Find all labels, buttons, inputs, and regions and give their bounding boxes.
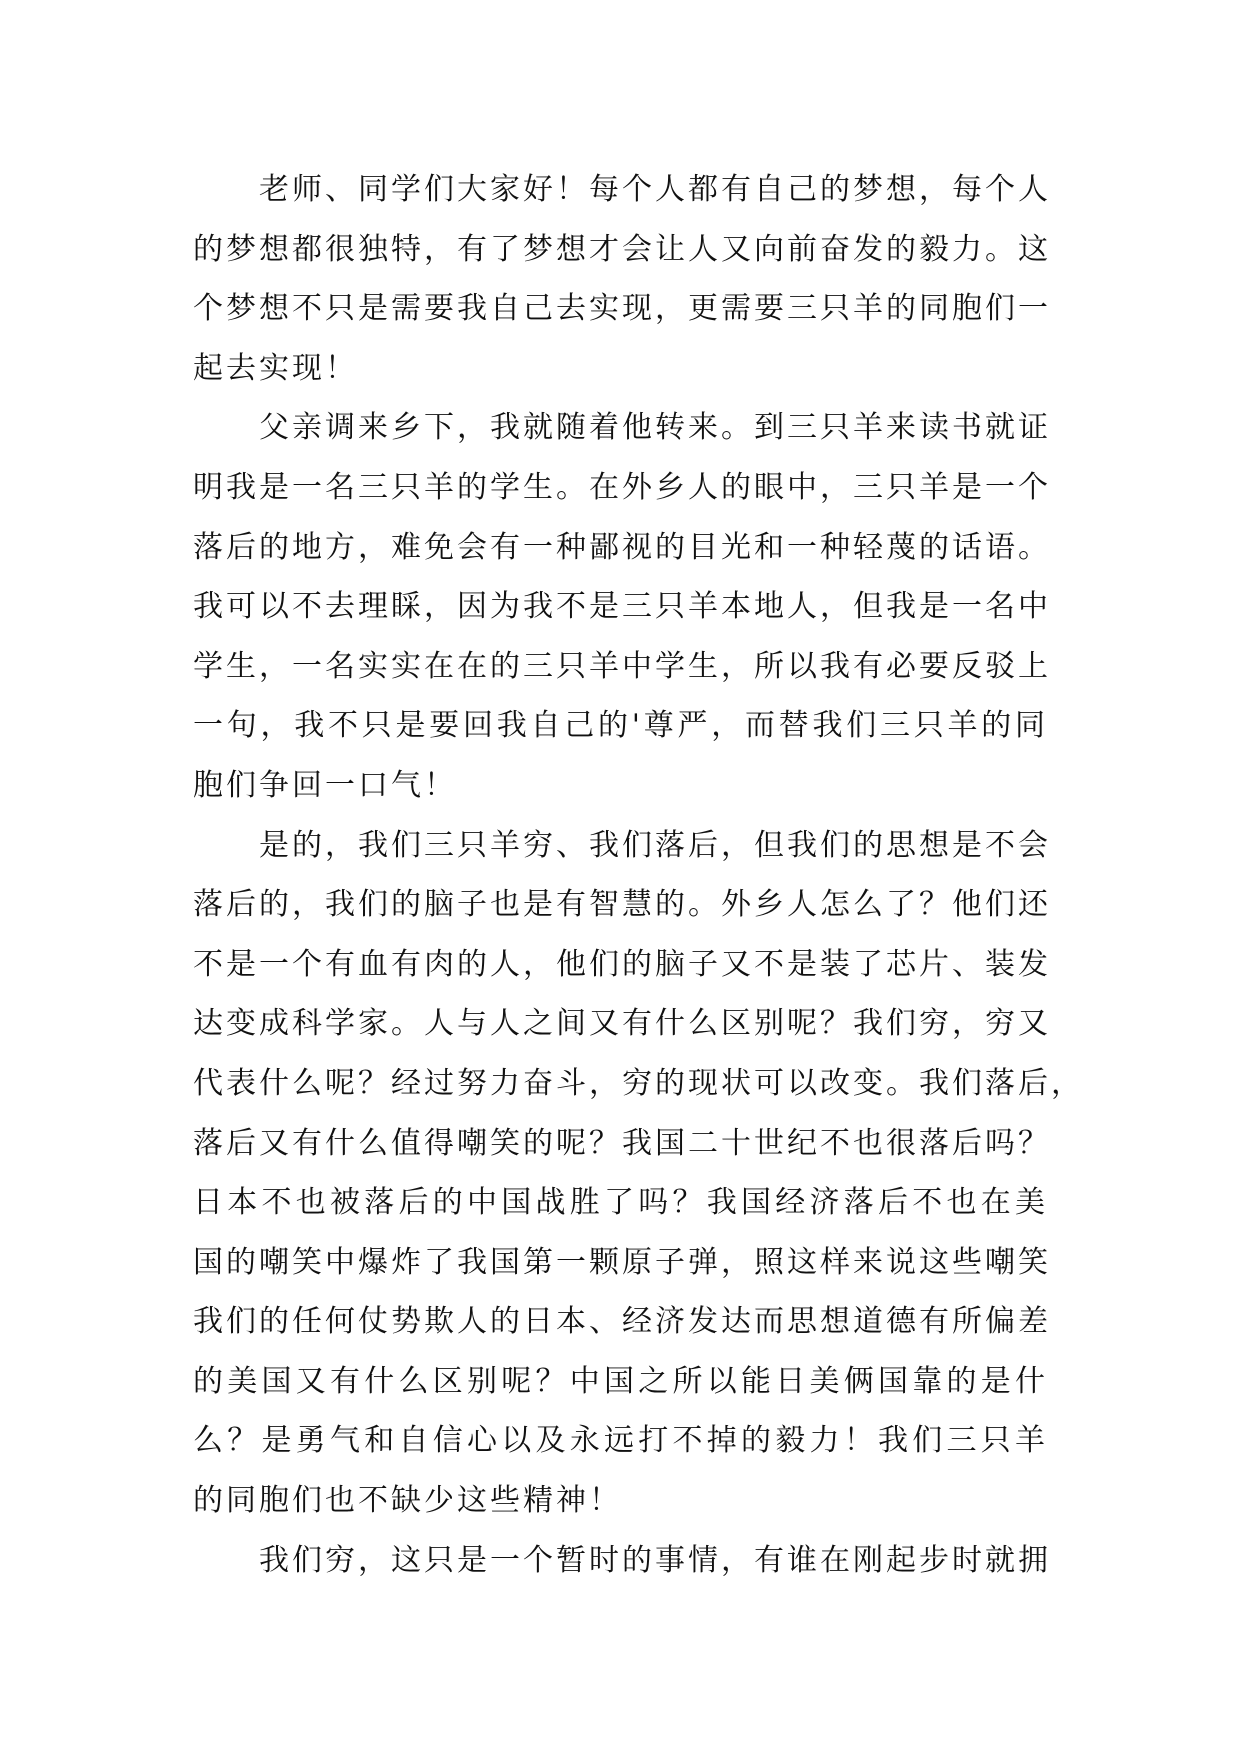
text-line: 是的，我们三只羊穷、我们落后，但我们的思想是不会 (259, 827, 1051, 863)
text-line: 不是一个有血有肉的人，他们的脑子又不是装了芯片、装发 (193, 946, 1051, 982)
text-line: 的梦想都很独特，有了梦想才会让人又向前奋发的毅力。这 (193, 231, 1051, 267)
text-line: 胞们争回一口气！ (193, 767, 457, 803)
text-line: 个梦想不只是需要我自己去实现，更需要三只羊的同胞们一 (193, 291, 1051, 327)
text-line: 落后的，我们的脑子也是有智慧的。外乡人怎么了？他们还 (193, 887, 1051, 923)
text-line: 的同胞们也不缺少这些精神！ (193, 1483, 622, 1519)
text-line: 老师、同学们大家好！每个人都有自己的梦想，每个人 (259, 172, 1051, 207)
text-line: 达变成科学家。人与人之间又有什么区别呢？我们穷，穷又 (193, 1006, 1051, 1042)
text-line: 明我是一名三只羊的学生。在外乡人的眼中，三只羊是一个 (193, 469, 1051, 505)
text-line: 我们的任何仗势欺人的日本、经济发达而思想道德有所偏差 (193, 1304, 1051, 1340)
text-line: 起去实现！ (193, 350, 358, 386)
document-body (193, 160, 1084, 1590)
text-line: 一句，我不只是要回我自己的'尊严，而替我们三只羊的同 (193, 708, 1048, 744)
text-line: 学生，一名实实在在的三只羊中学生，所以我有必要反驳上 (193, 648, 1051, 684)
text-line: 我可以不去理睬，因为我不是三只羊本地人，但我是一名中 (193, 589, 1051, 625)
text-line: 落后又有什么值得嘲笑的呢？我国二十世纪不也很落后吗？ (193, 1125, 1051, 1161)
text-line: 代表什么呢？经过努力奋斗，穷的现状可以改变。我们落后， (193, 1065, 1084, 1101)
text-line: 父亲调来乡下，我就随着他转来。到三只羊来读书就证 (259, 410, 1051, 446)
text-line: 日本不也被落后的中国战胜了吗？我国经济落后不也在美 (193, 1185, 1048, 1221)
text-line: 我们穷，这只是一个暂时的事情，有谁在刚起步时就拥 (259, 1542, 1051, 1578)
text-line: 么？是勇气和自信心以及永远打不掉的毅力！我们三只羊 (193, 1423, 1048, 1459)
text-line: 的美国又有什么区别呢？中国之所以能日美俩国靠的是什 (193, 1363, 1048, 1399)
text-line: 落后的地方，难免会有一种鄙视的目光和一种轻蔑的话语。 (193, 529, 1051, 565)
text-line: 国的嘲笑中爆炸了我国第一颗原子弹，照这样来说这些嘲笑 (193, 1244, 1051, 1280)
